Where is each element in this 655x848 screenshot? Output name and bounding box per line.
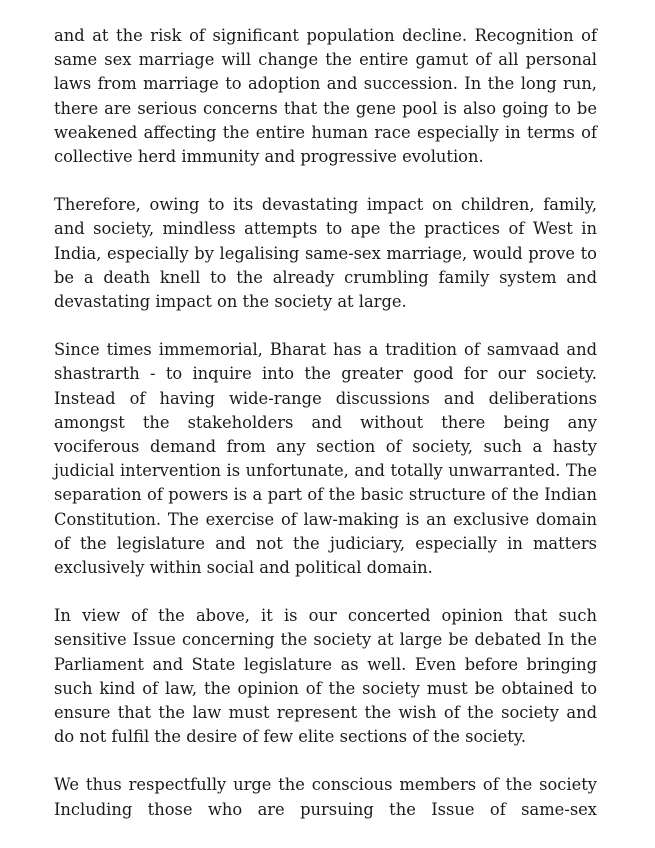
paragraph-respectful-urge: We thus respectfully urge the conscious members of the society Including those who are pursuing the Issue of same-sex xyxy=(54,775,597,819)
paragraph-population-decline: and at the risk of significant population decline. Recognition of same sex marriage will change the entire gamut of all personal laws from marriage to adoption and succession. In the long run, there are serious concerns that the gene pool is also going to be weakened affecting the entire human race especially in terms of collective herd immunity and progressive evolution. xyxy=(54,26,597,167)
paragraph-samvaad-shastrarth: Since times immemorial, Bharat has a tradition of samvaad and shastrarth - to inquire into the greater good for our society. Instead of having wide-range discussions and deliberations amongst the stakeholders and without there being any vociferous demand from any section of society, such a hasty judicial intervention is unfortunate, and totally unwarranted. The separation of powers is a part of the basic structure of the Indian Constitution. The exercise of law-making is an exclusive domain of the legislature and not the judiciary, especially in matters exclusively within social and political domain. xyxy=(54,340,597,578)
document-page xyxy=(54,24,597,822)
paragraph-devastating-impact: Therefore, owing to its devastating impact on children, family, and society, mindless attempts to ape the practices of West in India, especially by legalising same-sex marriage, would prove to be a death knell to the already crumbling family system and devastating impact on the society at large. xyxy=(54,195,597,312)
paragraph-concerted-opinion: In view of the above, it is our concerted opinion that such sensitive Issue concerning the society at large be debated In the Parliament and State legislature as well. Even before bringing such kind of law, the opinion of the society must be obtained to ensure that the law must represent the wish of the society and do not fulfil the desire of few elite sections of the society. xyxy=(54,606,597,747)
